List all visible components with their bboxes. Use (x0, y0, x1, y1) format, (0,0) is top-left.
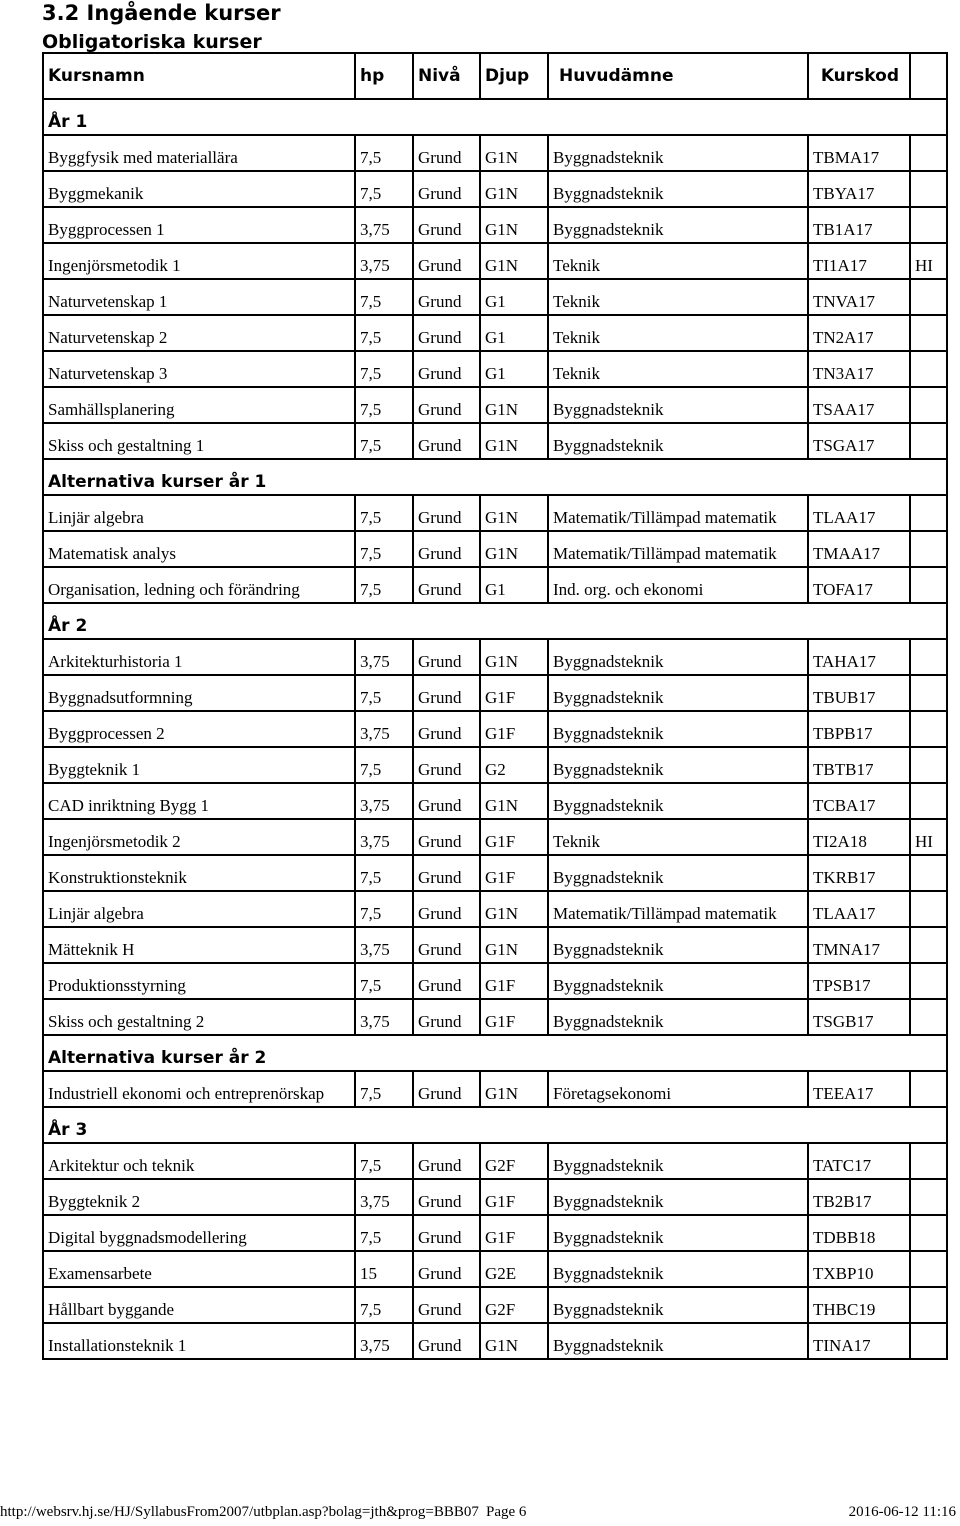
course-name: Skiss och gestaltning 1 (43, 423, 355, 459)
course-depth: G1 (480, 279, 548, 315)
course-code: TAHA17 (808, 639, 910, 675)
course-name: CAD inriktning Bygg 1 (43, 783, 355, 819)
course-hp: 3,75 (355, 639, 413, 675)
course-depth: G1F (480, 1215, 548, 1251)
course-subject: Teknik (548, 351, 808, 387)
course-code: TLAA17 (808, 891, 910, 927)
course-note (910, 855, 947, 891)
footer-timestamp: 2016-06-12 11:16 (848, 1504, 956, 1520)
course-name: Arkitekturhistoria 1 (43, 639, 355, 675)
course-depth: G1N (480, 1071, 548, 1107)
course-code: TPSB17 (808, 963, 910, 999)
table-row (43, 1071, 947, 1107)
course-name: Byggnadsutformning (43, 675, 355, 711)
course-note (910, 351, 947, 387)
table-row (43, 423, 947, 459)
course-subject: Byggnadsteknik (548, 999, 808, 1035)
course-code: TXBP10 (808, 1251, 910, 1287)
course-level: Grund (413, 891, 480, 927)
course-hp: 7,5 (355, 1287, 413, 1323)
course-subject: Teknik (548, 315, 808, 351)
course-note (910, 999, 947, 1035)
course-level: Grund (413, 135, 480, 171)
course-level: Grund (413, 423, 480, 459)
page-subheading: Obligatoriska kurser (42, 31, 262, 53)
course-level: Grund (413, 1323, 480, 1359)
course-level: Grund (413, 963, 480, 999)
course-note (910, 1323, 947, 1359)
header-kurskod: Kurskod (808, 53, 910, 99)
table-row (43, 1143, 947, 1179)
course-level: Grund (413, 639, 480, 675)
table-row (43, 819, 947, 855)
course-hp: 7,5 (355, 351, 413, 387)
table-row (43, 1251, 947, 1287)
course-depth: G1F (480, 855, 548, 891)
course-subject: Byggnadsteknik (548, 783, 808, 819)
course-name: Organisation, ledning och förändring (43, 567, 355, 603)
course-note (910, 963, 947, 999)
course-depth: G1F (480, 999, 548, 1035)
course-level: Grund (413, 387, 480, 423)
course-name: Hållbart byggande (43, 1287, 355, 1323)
course-name: Examensarbete (43, 1251, 355, 1287)
course-hp: 7,5 (355, 531, 413, 567)
course-note (910, 891, 947, 927)
course-subject: Teknik (548, 279, 808, 315)
course-hp: 3,75 (355, 1323, 413, 1359)
course-hp: 3,75 (355, 207, 413, 243)
section-row (43, 1035, 947, 1071)
course-level: Grund (413, 315, 480, 351)
table-row (43, 927, 947, 963)
course-level: Grund (413, 531, 480, 567)
table-row (43, 495, 947, 531)
course-level: Grund (413, 747, 480, 783)
course-note: HI (910, 243, 947, 279)
course-name: Byggmekanik (43, 171, 355, 207)
course-subject: Byggnadsteknik (548, 1251, 808, 1287)
course-code: TOFA17 (808, 567, 910, 603)
course-level: Grund (413, 1251, 480, 1287)
course-code: TDBB18 (808, 1215, 910, 1251)
table-row (43, 711, 947, 747)
section-row (43, 1107, 947, 1143)
footer-page-number: Page 6 (486, 1504, 527, 1520)
course-code: TSAA17 (808, 387, 910, 423)
course-code: TN3A17 (808, 351, 910, 387)
course-note (910, 207, 947, 243)
course-depth: G1N (480, 531, 548, 567)
course-subject: Byggnadsteknik (548, 1143, 808, 1179)
course-subject: Teknik (548, 819, 808, 855)
course-name: Naturvetenskap 3 (43, 351, 355, 387)
course-name: Naturvetenskap 1 (43, 279, 355, 315)
course-name: Byggprocessen 1 (43, 207, 355, 243)
course-name: Linjär algebra (43, 891, 355, 927)
course-depth: G2F (480, 1143, 548, 1179)
header-hp: hp (355, 53, 413, 99)
course-note (910, 783, 947, 819)
course-depth: G1 (480, 351, 548, 387)
course-subject: Byggnadsteknik (548, 927, 808, 963)
section-row (43, 603, 947, 639)
course-code: TATC17 (808, 1143, 910, 1179)
course-level: Grund (413, 1071, 480, 1107)
table-row (43, 135, 947, 171)
course-hp: 3,75 (355, 999, 413, 1035)
course-name: Mätteknik H (43, 927, 355, 963)
course-code: TB2B17 (808, 1179, 910, 1215)
course-depth: G1F (480, 711, 548, 747)
course-note (910, 1215, 947, 1251)
course-code: TLAA17 (808, 495, 910, 531)
course-hp: 7,5 (355, 1215, 413, 1251)
course-name: Byggfysik med materiallära (43, 135, 355, 171)
course-level: Grund (413, 855, 480, 891)
course-note (910, 171, 947, 207)
table-row (43, 963, 947, 999)
course-hp: 7,5 (355, 315, 413, 351)
course-hp: 7,5 (355, 279, 413, 315)
course-depth: G1N (480, 927, 548, 963)
section-label: Alternativa kurser år 1 (43, 459, 947, 495)
course-hp: 7,5 (355, 171, 413, 207)
course-level: Grund (413, 171, 480, 207)
course-name: Ingenjörsmetodik 2 (43, 819, 355, 855)
course-depth: G1F (480, 675, 548, 711)
course-level: Grund (413, 1143, 480, 1179)
course-code: TI1A17 (808, 243, 910, 279)
course-name: Arkitektur och teknik (43, 1143, 355, 1179)
course-code: TBTB17 (808, 747, 910, 783)
course-name: Samhällsplanering (43, 387, 355, 423)
table-row (43, 891, 947, 927)
course-note (910, 387, 947, 423)
table-row (43, 1179, 947, 1215)
course-depth: G1N (480, 783, 548, 819)
course-depth: G1N (480, 423, 548, 459)
course-name: Matematisk analys (43, 531, 355, 567)
course-code: THBC19 (808, 1287, 910, 1323)
course-hp: 7,5 (355, 747, 413, 783)
course-note (910, 567, 947, 603)
course-level: Grund (413, 1215, 480, 1251)
table-row (43, 1215, 947, 1251)
course-level: Grund (413, 1287, 480, 1323)
course-code: TMNA17 (808, 927, 910, 963)
course-subject: Byggnadsteknik (548, 1287, 808, 1323)
section-label: Alternativa kurser år 2 (43, 1035, 947, 1071)
course-level: Grund (413, 1179, 480, 1215)
table-row (43, 855, 947, 891)
table-row (43, 567, 947, 603)
course-hp: 7,5 (355, 567, 413, 603)
course-name: Digital byggnadsmodellering (43, 1215, 355, 1251)
header-kursnamn: Kursnamn (43, 53, 355, 99)
course-hp: 3,75 (355, 711, 413, 747)
course-subject: Byggnadsteknik (548, 963, 808, 999)
table-row (43, 1323, 947, 1359)
course-depth: G1 (480, 567, 548, 603)
course-level: Grund (413, 819, 480, 855)
course-subject: Byggnadsteknik (548, 675, 808, 711)
table-row (43, 675, 947, 711)
table-row (43, 783, 947, 819)
course-hp: 7,5 (355, 891, 413, 927)
course-hp: 7,5 (355, 855, 413, 891)
course-note (910, 315, 947, 351)
course-subject: Matematik/Tillämpad matematik (548, 495, 808, 531)
course-depth: G1N (480, 135, 548, 171)
table-row (43, 387, 947, 423)
course-note (910, 1071, 947, 1107)
table-row (43, 207, 947, 243)
course-depth: G1F (480, 819, 548, 855)
course-depth: G2F (480, 1287, 548, 1323)
course-code: TSGB17 (808, 999, 910, 1035)
course-depth: G1F (480, 1179, 548, 1215)
course-depth: G1F (480, 963, 548, 999)
course-depth: G2 (480, 747, 548, 783)
course-subject: Byggnadsteknik (548, 207, 808, 243)
course-depth: G1N (480, 171, 548, 207)
course-name: Industriell ekonomi och entreprenörskap (43, 1071, 355, 1107)
table-row (43, 243, 947, 279)
course-hp: 3,75 (355, 783, 413, 819)
course-note (910, 495, 947, 531)
section-label: År 1 (43, 99, 947, 135)
course-hp: 7,5 (355, 387, 413, 423)
course-subject: Byggnadsteknik (548, 1215, 808, 1251)
header-huvudamne: Huvudämne (548, 53, 808, 99)
course-hp: 7,5 (355, 1071, 413, 1107)
course-code: TCBA17 (808, 783, 910, 819)
course-subject: Företagsekonomi (548, 1071, 808, 1107)
course-subject: Matematik/Tillämpad matematik (548, 891, 808, 927)
course-name: Konstruktionsteknik (43, 855, 355, 891)
course-hp: 7,5 (355, 495, 413, 531)
course-hp: 7,5 (355, 1143, 413, 1179)
course-code: TBYA17 (808, 171, 910, 207)
course-name: Byggteknik 1 (43, 747, 355, 783)
course-subject: Byggnadsteknik (548, 387, 808, 423)
course-hp: 15 (355, 1251, 413, 1287)
page-heading: 3.2 Ingående kurser (42, 1, 281, 25)
course-note (910, 675, 947, 711)
course-code: TSGA17 (808, 423, 910, 459)
section-label: År 3 (43, 1107, 947, 1143)
course-code: TB1A17 (808, 207, 910, 243)
header-niva: Nivå (413, 53, 480, 99)
course-code: TMAA17 (808, 531, 910, 567)
header-djup: Djup (480, 53, 548, 99)
course-hp: 7,5 (355, 423, 413, 459)
course-subject: Byggnadsteknik (548, 1323, 808, 1359)
section-row (43, 459, 947, 495)
course-level: Grund (413, 783, 480, 819)
course-note (910, 135, 947, 171)
table-row (43, 315, 947, 351)
course-name: Byggteknik 2 (43, 1179, 355, 1215)
course-subject: Matematik/Tillämpad matematik (548, 531, 808, 567)
course-note: HI (910, 819, 947, 855)
course-subject: Byggnadsteknik (548, 747, 808, 783)
course-note (910, 927, 947, 963)
table-row (43, 531, 947, 567)
course-level: Grund (413, 711, 480, 747)
course-code: TBPB17 (808, 711, 910, 747)
section-row (43, 99, 947, 135)
course-subject: Byggnadsteknik (548, 855, 808, 891)
course-subject: Byggnadsteknik (548, 639, 808, 675)
course-level: Grund (413, 675, 480, 711)
course-subject: Byggnadsteknik (548, 135, 808, 171)
course-subject: Ind. org. och ekonomi (548, 567, 808, 603)
course-level: Grund (413, 999, 480, 1035)
course-level: Grund (413, 495, 480, 531)
course-hp: 3,75 (355, 927, 413, 963)
course-depth: G1N (480, 207, 548, 243)
course-note (910, 531, 947, 567)
course-hp: 7,5 (355, 963, 413, 999)
table-row (43, 999, 947, 1035)
course-note (910, 423, 947, 459)
course-depth: G2E (480, 1251, 548, 1287)
course-depth: G1N (480, 243, 548, 279)
course-note (910, 1287, 947, 1323)
course-hp: 7,5 (355, 135, 413, 171)
course-subject: Teknik (548, 243, 808, 279)
course-depth: G1 (480, 315, 548, 351)
course-level: Grund (413, 927, 480, 963)
course-code: TI2A18 (808, 819, 910, 855)
course-level: Grund (413, 207, 480, 243)
course-note (910, 1251, 947, 1287)
table-row (43, 639, 947, 675)
header-extra (910, 53, 947, 99)
table-row (43, 279, 947, 315)
table-row (43, 171, 947, 207)
course-subject: Byggnadsteknik (548, 423, 808, 459)
course-code: TKRB17 (808, 855, 910, 891)
course-note (910, 1143, 947, 1179)
course-note (910, 747, 947, 783)
course-hp: 3,75 (355, 1179, 413, 1215)
course-note (910, 279, 947, 315)
course-hp: 3,75 (355, 819, 413, 855)
course-name: Installationsteknik 1 (43, 1323, 355, 1359)
course-code: TEEA17 (808, 1071, 910, 1107)
course-code: TBMA17 (808, 135, 910, 171)
course-subject: Byggnadsteknik (548, 171, 808, 207)
course-note (910, 639, 947, 675)
course-subject: Byggnadsteknik (548, 1179, 808, 1215)
course-code: TNVA17 (808, 279, 910, 315)
course-name: Byggprocessen 2 (43, 711, 355, 747)
course-code: TINA17 (808, 1323, 910, 1359)
course-depth: G1N (480, 891, 548, 927)
course-note (910, 711, 947, 747)
course-level: Grund (413, 351, 480, 387)
course-name: Produktionsstyrning (43, 963, 355, 999)
course-name: Naturvetenskap 2 (43, 315, 355, 351)
course-hp: 3,75 (355, 243, 413, 279)
course-depth: G1N (480, 495, 548, 531)
table-header-row (43, 53, 947, 99)
course-depth: G1N (480, 639, 548, 675)
course-level: Grund (413, 243, 480, 279)
table-row (43, 351, 947, 387)
course-code: TBUB17 (808, 675, 910, 711)
course-note (910, 1179, 947, 1215)
course-name: Skiss och gestaltning 2 (43, 999, 355, 1035)
course-code: TN2A17 (808, 315, 910, 351)
course-subject: Byggnadsteknik (548, 711, 808, 747)
course-name: Ingenjörsmetodik 1 (43, 243, 355, 279)
course-table (42, 52, 948, 1360)
course-level: Grund (413, 279, 480, 315)
table-row (43, 1287, 947, 1323)
course-depth: G1N (480, 1323, 548, 1359)
table-row (43, 747, 947, 783)
footer-url: http://websrv.hj.se/HJ/SyllabusFrom2007/utbplan.asp?bolag=jth&prog=BBB07 (0, 1504, 479, 1520)
course-hp: 7,5 (355, 675, 413, 711)
section-label: År 2 (43, 603, 947, 639)
course-depth: G1N (480, 387, 548, 423)
course-name: Linjär algebra (43, 495, 355, 531)
course-level: Grund (413, 567, 480, 603)
